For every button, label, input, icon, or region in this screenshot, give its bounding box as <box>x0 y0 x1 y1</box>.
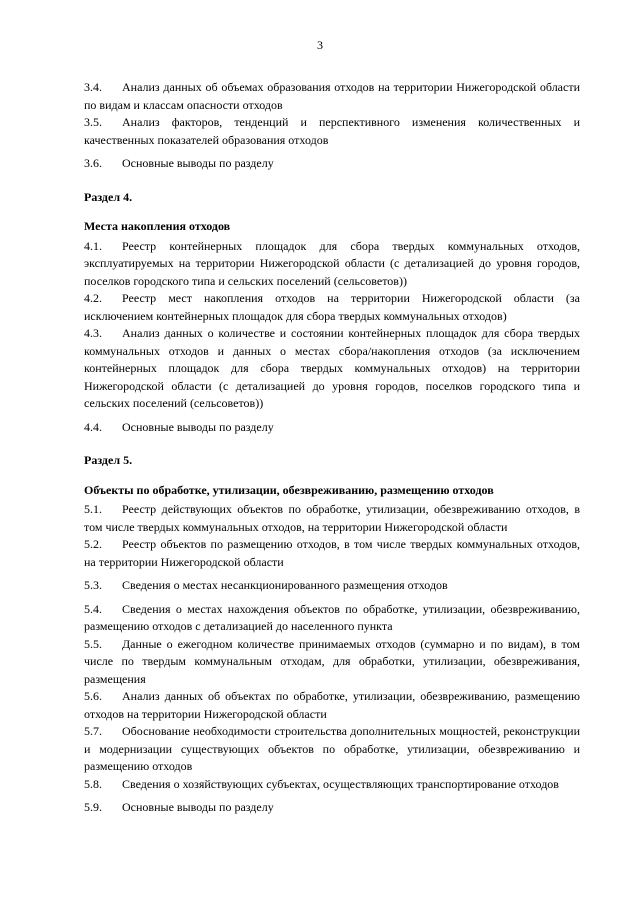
item-number: 5.5. <box>84 636 102 651</box>
item-number: 4.2. <box>84 291 102 305</box>
item-number: 4.3. <box>84 326 102 340</box>
toc-item <box>84 776 580 794</box>
item-number: 3.4. <box>84 80 102 94</box>
item-text: Основные выводы по разделу <box>122 156 274 170</box>
toc-item <box>84 636 580 689</box>
item-text: Сведения о местах нахождения объектов по обработке, утилизации, обезвреживанию, размещению отходов с детализацией до населенного пункта <box>84 601 580 633</box>
toc-item <box>84 325 580 413</box>
item-number: 5.2. <box>84 537 102 551</box>
toc-item <box>84 290 580 325</box>
item-number: 5.8. <box>84 776 102 791</box>
section-title: Объекты по обработке, утилизации, обезвреживанию, размещению отходов <box>84 482 494 497</box>
document-body <box>84 79 580 817</box>
item-text: Анализ данных об объектах по обработке, утилизации, обезвреживанию, размещению отходов на территории Нижегородской области <box>84 689 580 721</box>
item-text: Сведения о хозяйствующих субъектах, осуществляющих транспортирование отходов <box>122 776 559 791</box>
item-number: 4.1. <box>84 238 102 253</box>
page-number: 3 <box>317 38 323 52</box>
toc-item <box>84 536 580 571</box>
item-number: 3.5. <box>84 115 102 129</box>
item-text: Реестр контейнерных площадок для сбора твердых коммунальных отходов, эксплуатируемых на территории Нижегородской области (с детализацией до уровня городов, поселков городского типа и сельских поселений (сельсоветов)) <box>84 238 580 288</box>
toc-item <box>84 501 580 536</box>
item-number: 5.7. <box>84 724 102 738</box>
item-number: 4.4. <box>84 419 102 434</box>
item-text: Основные выводы по разделу <box>122 419 274 434</box>
item-text: Обоснование необходимости строительства дополнительных мощностей, реконструкции и модернизации существующих объектов по обработке, утилизации, обезвреживанию и размещению отходов <box>84 724 580 773</box>
item-number: 5.9. <box>84 800 102 814</box>
item-number: 3.6. <box>84 156 102 170</box>
toc-item <box>84 799 580 817</box>
section-title: Места накопления отходов <box>84 219 231 233</box>
toc-item <box>84 688 580 723</box>
section-label: Раздел 4. <box>84 189 133 204</box>
toc-item <box>84 114 580 149</box>
toc-item <box>84 723 580 776</box>
item-number: 5.1. <box>84 502 102 516</box>
item-text: Анализ данных о количестве и состоянии контейнерных площадок для сбора твердых коммунальных отходов и данных о местах сбора/накопления отходов (за исключением контейнерных площадок для сбора твердых коммунальных отходов) на территории Нижегородской области (с детализацией до уровня городов, поселков городского типа и сельских поселений (сельсоветов)) <box>84 326 580 410</box>
item-text: Анализ данных об объемах образования отходов на территории Нижегородской области по видам и классам опасности отходов <box>84 80 580 112</box>
item-number: 5.6. <box>84 689 102 703</box>
toc-item <box>84 419 580 437</box>
item-text: Анализ факторов, тенденций и перспективного изменения количественных и качественных показателей образования отходов <box>84 115 580 147</box>
toc-item <box>84 601 580 636</box>
toc-item <box>84 238 580 291</box>
toc-item <box>84 79 580 114</box>
item-text: Реестр объектов по размещению отходов, в том числе твердых коммунальных отходов, на территории Нижегородской области <box>84 537 580 569</box>
toc-item <box>84 577 580 595</box>
item-text: Сведения о местах несанкционированного размещения отходов <box>122 578 448 592</box>
item-number: 5.3. <box>84 578 102 592</box>
item-text: Данные о ежегодном количестве принимаемых отходов (суммарно и по видам), в том числе по твердым коммунальным отходам, для обработки, утилизации, обезвреживания, размещения <box>84 636 580 686</box>
item-text: Основные выводы по разделу <box>122 800 274 814</box>
toc-item <box>84 155 580 173</box>
item-text: Реестр действующих объектов по обработке, утилизации, обезвреживанию отходов, в том числе твердых коммунальных отходов, на территории Нижегородской области <box>84 502 580 534</box>
item-text: Реестр мест накопления отходов на территории Нижегородской области (за исключением контейнерных площадок для сбора твердых коммунальных отходов) <box>84 291 580 323</box>
item-number: 5.4. <box>84 601 102 616</box>
section-label: Раздел 5. <box>84 453 133 467</box>
